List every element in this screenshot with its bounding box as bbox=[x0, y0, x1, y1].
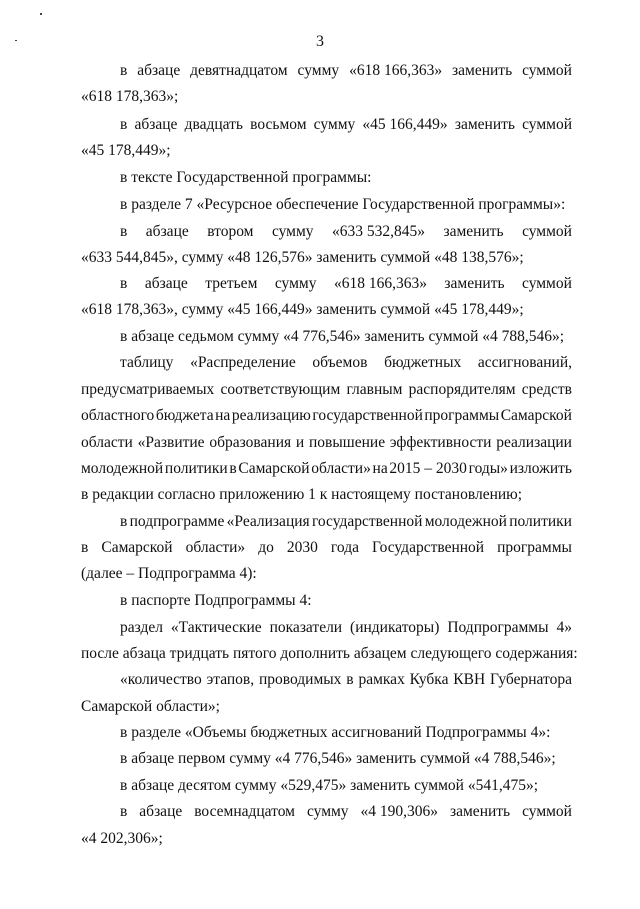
word: распорядителям bbox=[408, 381, 516, 398]
scan-speck bbox=[40, 13, 42, 15]
text-line bbox=[120, 116, 572, 134]
word: абзаце bbox=[145, 223, 189, 240]
word: суммой bbox=[522, 275, 572, 292]
text-line: в паспорте Подпрограммы 4: bbox=[120, 592, 312, 609]
word: 2015 – 2030 bbox=[389, 460, 467, 477]
word: в bbox=[120, 223, 128, 240]
word: заменить bbox=[450, 803, 511, 820]
word: сумму bbox=[274, 275, 317, 292]
word: раздел bbox=[120, 619, 163, 636]
word: области bbox=[81, 434, 133, 451]
word: на bbox=[215, 407, 231, 424]
word: суммой bbox=[522, 62, 572, 79]
word: области» bbox=[311, 460, 371, 477]
word: «45 166,449» bbox=[362, 116, 448, 133]
word: сумму bbox=[297, 62, 340, 79]
word: года bbox=[330, 539, 359, 556]
text-line bbox=[120, 354, 572, 372]
word: заменить bbox=[443, 223, 504, 240]
word: программы bbox=[424, 407, 500, 424]
word: таблицу bbox=[120, 354, 174, 371]
text-line bbox=[120, 671, 572, 689]
word: в bbox=[120, 275, 128, 292]
word: «618 166,363» bbox=[333, 275, 427, 292]
word: «618 166,363» bbox=[349, 62, 443, 79]
word: Кубка bbox=[409, 671, 449, 688]
word: государственной bbox=[312, 407, 423, 424]
word: «4 190,306» bbox=[360, 803, 439, 820]
text-line bbox=[81, 460, 572, 478]
word: подпрограмме bbox=[129, 513, 225, 530]
text-line bbox=[120, 803, 572, 821]
word: 2030 bbox=[286, 539, 318, 556]
word: восьмом bbox=[250, 116, 307, 133]
word: областного bbox=[81, 407, 155, 424]
word: ассигнований, bbox=[477, 354, 572, 371]
word: реализации bbox=[496, 434, 572, 451]
word: сумму bbox=[313, 116, 356, 133]
word: эффективности bbox=[389, 434, 492, 451]
word: Подпрограммы bbox=[447, 619, 549, 636]
word: двадцать bbox=[184, 116, 243, 133]
word: заменить bbox=[452, 62, 513, 79]
word: в bbox=[120, 803, 128, 820]
word: бюджетных bbox=[384, 354, 462, 371]
word: образования bbox=[209, 434, 292, 451]
word: в bbox=[120, 513, 128, 530]
word: абзаце bbox=[144, 275, 188, 292]
word: Самарской bbox=[238, 460, 310, 477]
text-line: в разделе «Объемы бюджетных ассигнований Подпрограммы 4»: bbox=[120, 724, 551, 741]
word: заменить bbox=[444, 275, 505, 292]
word: заменить bbox=[454, 116, 515, 133]
text-line bbox=[81, 434, 572, 452]
word: рамках bbox=[358, 671, 405, 688]
word: бюджета bbox=[155, 407, 214, 424]
text-line: в редакции согласно приложению 1 к настоящему постановлению; bbox=[81, 486, 523, 503]
word: (индикаторы) bbox=[350, 619, 440, 636]
word: Государственной bbox=[372, 539, 485, 556]
text-line bbox=[81, 381, 572, 399]
text-line: в разделе 7 «Ресурсное обеспечение Государственной программы»: bbox=[120, 196, 566, 213]
word: предусматриваемых bbox=[81, 381, 215, 398]
word: объемов bbox=[312, 354, 368, 371]
word: сумму bbox=[271, 223, 314, 240]
word: показатели bbox=[269, 619, 343, 636]
word: изложить bbox=[509, 460, 572, 477]
word: Губернатора bbox=[490, 671, 572, 688]
word: девятнадцатом bbox=[190, 62, 288, 79]
text-line: «45 178,449»; bbox=[81, 142, 171, 159]
text-line bbox=[120, 513, 572, 531]
page-number: 3 bbox=[316, 33, 324, 50]
word: политики bbox=[164, 460, 228, 477]
word: восемнадцатом bbox=[194, 803, 295, 820]
word: абзаце bbox=[139, 803, 183, 820]
word: соответствующим bbox=[220, 381, 341, 398]
text-line: в абзаце первом сумму «4 776,546» заменить суммой «4 788,546»; bbox=[120, 750, 556, 767]
text-line: в тексте Государственной программы: bbox=[120, 169, 372, 186]
text-line: в абзаце десятом сумму «529,475» заменить суммой «541,475»; bbox=[120, 777, 539, 794]
word: в bbox=[120, 62, 128, 79]
word: «Распределение bbox=[190, 354, 296, 371]
word: суммой bbox=[522, 803, 572, 820]
text-line bbox=[81, 539, 572, 557]
word: «количество bbox=[120, 671, 202, 688]
word: Самарской bbox=[500, 407, 572, 424]
text-line: «633 544,845», сумму «48 126,576» заменить суммой «48 138,576»; bbox=[81, 249, 524, 266]
word: этапов, bbox=[206, 671, 255, 688]
word: программы bbox=[497, 539, 572, 556]
text-line: «4 202,306»; bbox=[81, 830, 163, 847]
word: «Реализация bbox=[226, 513, 310, 530]
word: в bbox=[81, 539, 89, 556]
word: сумму bbox=[306, 803, 349, 820]
text-line: (далее – Подпрограмма 4): bbox=[81, 565, 257, 582]
text-line: Самарской области»; bbox=[81, 698, 220, 715]
text-line: в абзаце седьмом сумму «4 776,546» заменить суммой «4 788,546»; bbox=[120, 328, 565, 345]
word: КВН bbox=[453, 671, 486, 688]
word: реализацию bbox=[231, 407, 311, 424]
word: «Развитие bbox=[137, 434, 205, 451]
word: на bbox=[372, 460, 388, 477]
word: области» bbox=[185, 539, 246, 556]
word: абзаце bbox=[137, 62, 181, 79]
word: в bbox=[346, 671, 354, 688]
word: «633 532,845» bbox=[332, 223, 426, 240]
word: государственной bbox=[311, 513, 423, 530]
word: молодежной bbox=[81, 460, 164, 477]
word: молодежной bbox=[424, 513, 507, 530]
word: третьем bbox=[205, 275, 258, 292]
text-line: после абзаца тридцать пятого дополнить абзацем следующего содержания: bbox=[81, 645, 578, 662]
word: 4» bbox=[556, 619, 572, 636]
word: втором bbox=[207, 223, 254, 240]
word: в bbox=[229, 460, 237, 477]
word: повышение bbox=[309, 434, 386, 451]
word: суммой bbox=[522, 223, 572, 240]
word: годы» bbox=[468, 460, 508, 477]
text-line bbox=[81, 407, 572, 425]
text-line: «618 178,363», сумму «45 166,449» заменить суммой «45 178,449»; bbox=[81, 301, 524, 318]
text-line bbox=[120, 223, 572, 241]
word: политики bbox=[509, 513, 572, 530]
word: суммой bbox=[522, 116, 572, 133]
text-line: «618 178,363»; bbox=[81, 88, 179, 105]
word: средств bbox=[521, 381, 572, 398]
text-line bbox=[120, 62, 572, 80]
word: Самарской bbox=[101, 539, 173, 556]
text-line bbox=[120, 619, 572, 637]
word: и bbox=[295, 434, 305, 451]
word: до bbox=[258, 539, 274, 556]
word: главным bbox=[346, 381, 403, 398]
word: абзаце bbox=[134, 116, 178, 133]
word: «Тактические bbox=[170, 619, 262, 636]
word: в bbox=[120, 116, 128, 133]
word: проводимых bbox=[258, 671, 342, 688]
text-line bbox=[120, 275, 572, 293]
